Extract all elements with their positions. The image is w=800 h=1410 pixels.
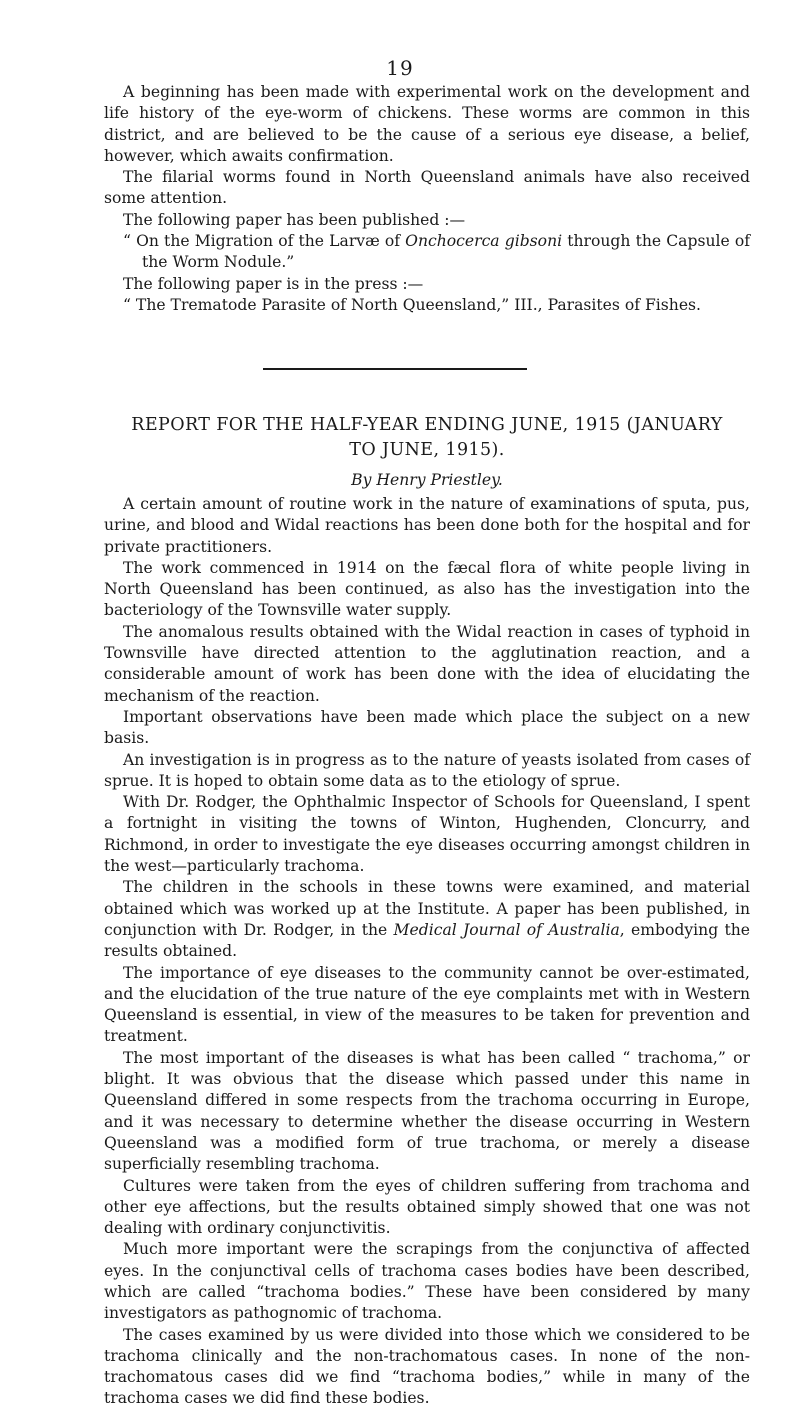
species-name: Onchocerca gibsoni [405,232,563,251]
in-press-citation: “ The Trematode Parasite of North Queensland,” III., Parasites of Fishes. [123,295,702,314]
paragraph: The anomalous results obtained with the Widal reaction in cases of typhoid in Townsville have directed attention to the agglutination reaction, and a considerable amount of work has been done with the idea of elucidating the mechanism of the reaction. [104,622,750,705]
paragraph-text: The children in the schools in these towns were examined, and material obtained which was worked up at the Institute. A paper has been published, in conjunction with Dr. Rodger, in the [104,878,750,939]
paragraph: With Dr. Rodger, the Ophthalmic Inspector of Schools for Queensland, I spent a fortnight in visiting the towns of Winton, Hughenden, Cloncurry, and Richmond, in order to investigate the eye diseases occurring amongst children in the west—particularly trachoma. [104,793,750,876]
byline: By Henry Priestley. [351,471,503,489]
paragraph: The most important of the diseases is what has been called “ trachoma,” or blight. It was obvious that the disease which passed under this name in Queensland differed in some respects from the trachoma occurring in Europe, and it was necessary to determine whether the disease occurring in Western Queensland was a modified form of true trachoma, or merely a disease superficially resembling trachoma. [104,1048,750,1174]
paragraph [104,877,750,962]
intro-section [104,82,750,316]
page-number: 19 [386,56,414,80]
paragraph-text: , embodying the results obtained. [104,920,750,961]
section-divider [263,368,527,370]
paragraph: The work commenced in 1914 on the fæcal flora of white people living in North Queensland has been continued, as also has the investigation into the bacteriology of the Townsville water supply. [104,558,750,620]
paragraph: The importance of eye diseases to the community cannot be over-estimated, and the elucidation of the true nature of the eye complaints met with in Western Queensland is essential, in view of the measures to be taken for prevention and treatment. [104,963,750,1046]
report-section [104,413,750,1410]
paragraph: The filarial worms found in North Queensland animals have also received some attention. [104,168,750,208]
paragraph: Much more important were the scrapings from the conjunctiva of affected eyes. In the conjunctival cells of trachoma cases bodies have been described, which are called “trachoma bodies.” These have been considered by many investigators as pathognomic of trachoma. [104,1240,750,1323]
paragraph: The cases examined by us were divided into those which we considered to be trachoma clinically and the non-trachomatous cases. In none of the non-trachomatous cases did we find “trachoma bodies,” while in many of the trachoma cases we did find these bodies. [104,1325,750,1408]
published-paper-citation [104,231,750,274]
paragraph: A certain amount of routine work in the nature of examinations of sputa, pus, urine, and blood and Widal reactions has been done both for the hospital and for private practitioners. [104,495,750,556]
paragraph: Cultures were taken from the eyes of children suffering from trachoma and other eye affections, but the results obtained simply showed that one was not dealing with ordinary conjunctivitis. [104,1176,750,1238]
paragraph: The following paper has been published :— [123,210,466,229]
report-heading: REPORT FOR THE HALF-YEAR ENDING JUNE, 1915 (JANUARY TO JUNE, 1915). [131,415,723,460]
journal-title: Medical Journal of Australia [393,920,620,939]
paragraph: Important observations have been made which place the subject on a new basis. [104,707,750,748]
citation-text: through the Capsule of the Worm Nodule.” [142,232,750,272]
paragraph: An investigation is in progress as to the nature of yeasts isolated from cases of sprue. It is hoped to obtain some data as to the etiology of sprue. [104,750,750,790]
paragraph: The following paper is in the press :— [123,274,424,293]
paragraph: A beginning has been made with experimental work on the development and life history of the eye-worm of chickens. These worms are common in this district, and are believed to be the cause of a serious eye disease, a belief, however, which awaits confirmation. [104,83,750,165]
citation-text: “ On the Migration of the Larvæ of [123,232,406,251]
